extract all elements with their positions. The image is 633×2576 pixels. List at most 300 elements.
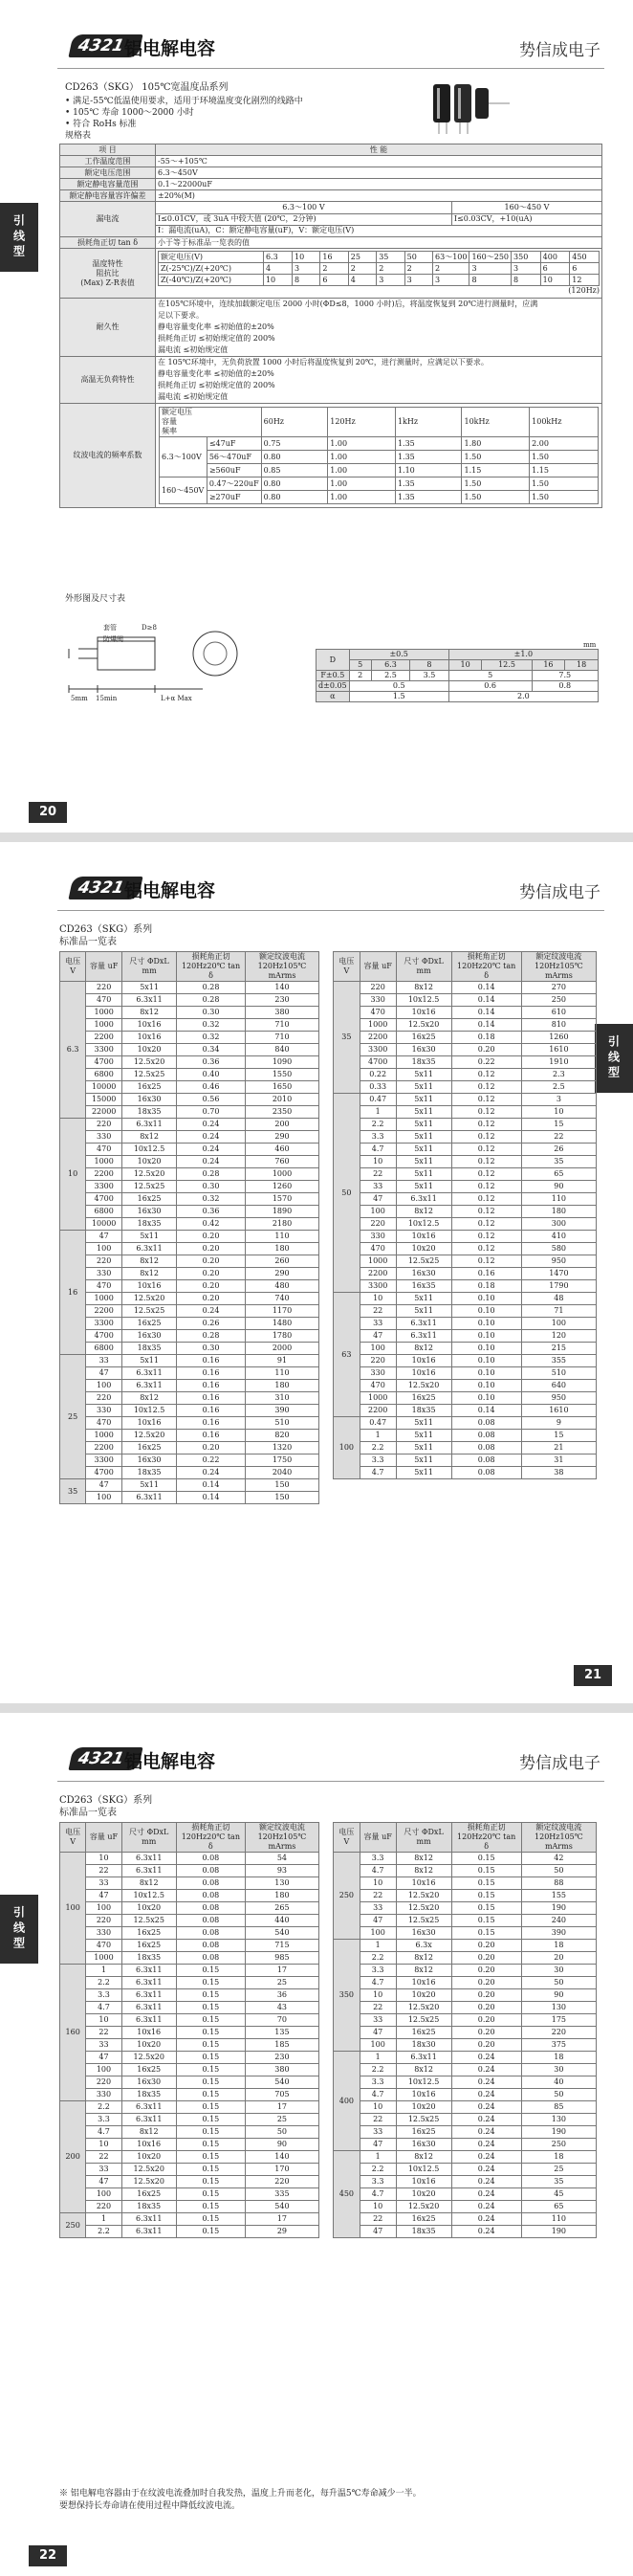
ripple-value: 1.50: [530, 451, 599, 464]
list-cell: 0.12: [451, 1094, 521, 1106]
list-head: 损耗角正切 120Hz20℃ tan δ: [451, 1823, 521, 1853]
ripple-value: 1.50: [462, 477, 530, 491]
list-cell: 16x25: [121, 2064, 176, 2076]
list-cell: 16x25: [121, 1927, 176, 1940]
dim-D-value: 8: [410, 660, 449, 671]
dim-unit: mm: [583, 641, 597, 649]
list-cell: 100: [360, 1343, 396, 1355]
list-cell: 16x30: [396, 2139, 451, 2151]
list-cell: 3300: [86, 1455, 122, 1467]
list-cell: 0.32: [177, 1019, 246, 1032]
list-cell: 100: [521, 1318, 596, 1330]
list-cell: 16x25: [122, 1081, 177, 1094]
list-cell: 10x12.5: [122, 1405, 177, 1417]
list-cell: 25: [521, 2164, 596, 2176]
list-cell: 150: [246, 1492, 319, 1504]
list-cell: 0.20: [451, 2039, 521, 2052]
list-cell: 0.24: [451, 2076, 521, 2089]
list-cell: 35: [521, 1156, 596, 1168]
list-cell: 0.12: [451, 1106, 521, 1119]
list-cell: 140: [245, 2151, 318, 2164]
list-cell: 0.15: [176, 2201, 245, 2213]
list-cell: 6.3x11: [121, 2014, 176, 2027]
list-cell: 33: [86, 2164, 121, 2176]
list-cell: 1000: [360, 1019, 396, 1032]
list-cell: 6.3x11: [121, 2114, 176, 2126]
list-cell: 6.3x11: [121, 1865, 176, 1877]
ripple-value: 1.50: [530, 477, 599, 491]
list-cell: 470: [86, 994, 122, 1007]
list-cell: 47: [360, 1330, 396, 1343]
list-cell: 0.15: [451, 1927, 521, 1940]
list-cell: 42: [521, 1853, 596, 1865]
list-cell: 16x30: [121, 2076, 176, 2089]
life-text: [156, 299, 602, 357]
list-cell: 220: [86, 982, 122, 994]
list-cell: 33: [360, 2014, 396, 2027]
company-name: 势信成电子: [519, 1754, 600, 1773]
list-cell: 12.5x20: [396, 1019, 451, 1032]
list-cell: 6.3x11: [121, 1977, 176, 1989]
list-cell: 6.3x11: [121, 2226, 176, 2238]
brand-logo: 4321: [68, 1747, 142, 1770]
leak-formula: I≤0.01CV，或 3uA 中较大值 (20℃，2分钟): [156, 213, 451, 225]
list-cell: 110: [521, 2213, 596, 2226]
page-21: [0, 842, 633, 1703]
list-cell: 91: [246, 1355, 319, 1367]
list-subtitle: 标准品一览表: [59, 1808, 117, 1818]
list-cell: 5x11: [122, 1479, 177, 1492]
list-cell: 47: [86, 1231, 122, 1243]
list-cell: 130: [521, 2114, 596, 2126]
list-cell: 220: [86, 1392, 122, 1405]
dim-alpha-value: 2.0: [448, 692, 598, 702]
list-cell: 6.3x11: [122, 1243, 177, 1255]
list-cell: 2.2: [86, 2101, 121, 2114]
ripple-value: 1.15: [462, 464, 530, 477]
list-cell: 12.5x20: [396, 1902, 451, 1915]
list-cell: 16x25: [122, 1193, 177, 1206]
list-cell: 100: [360, 1927, 396, 1940]
spec-value: ±20%(M): [156, 190, 602, 202]
list-cell: 715: [245, 1940, 318, 1952]
temp-key-line: 阻抗比: [96, 268, 120, 278]
list-cell: 0.16: [177, 1430, 246, 1442]
ripple-value: 1.35: [395, 451, 462, 464]
dim-D-value: 16: [532, 660, 565, 671]
dim-F-value: 2: [349, 671, 371, 681]
list-cell: 380: [245, 2064, 318, 2076]
temp-cell-value: 6: [540, 263, 570, 275]
list-cell: 5x11: [396, 1144, 451, 1156]
list-cell: 8x12: [122, 1007, 177, 1019]
list-cell: 3.3: [360, 1131, 396, 1144]
temp-key-line: (Max) Z-R表值: [80, 278, 135, 287]
list-cell: 65: [521, 1168, 596, 1181]
list-cell: 16x25: [122, 1318, 177, 1330]
list-cell: 470: [360, 1007, 396, 1019]
ripple-value: 1.35: [395, 437, 462, 451]
list-cell: 180: [246, 1243, 319, 1255]
list-cell: 0.24: [177, 1305, 246, 1318]
list-cell: 1000: [360, 1392, 396, 1405]
list-cell: 8x12: [396, 1965, 451, 1977]
list-cell: 0.20: [451, 2002, 521, 2014]
list-cell: 10x20: [396, 1989, 451, 2002]
temp-cell-value: 2: [320, 263, 348, 275]
list-cell: 10x20: [121, 1902, 176, 1915]
list-cell: 8x12: [122, 1392, 177, 1405]
list-cell: 2200: [86, 1168, 122, 1181]
list-cell: 5x11: [396, 1069, 451, 1081]
list-cell: 1000: [86, 1952, 121, 1965]
list-cell: 0.24: [177, 1131, 246, 1144]
dim-D-value: 5: [349, 660, 371, 671]
list-cell: 0.10: [451, 1330, 521, 1343]
list-cell: 0.14: [451, 1405, 521, 1417]
list-cell: 6.3x11: [396, 1330, 451, 1343]
list-cell: 2040: [246, 1467, 319, 1479]
list-cell: 220: [245, 2176, 318, 2188]
list-title: CD263（SKG）系列: [59, 924, 153, 935]
list-cell: 0.15: [176, 2226, 245, 2238]
list-cell: 18: [521, 2052, 596, 2064]
temp-cell-value: 3: [292, 263, 319, 275]
list-cell: 33: [360, 1902, 396, 1915]
list-cell: 0.33: [360, 1081, 396, 1094]
list-cell: 2200: [360, 1405, 396, 1417]
temp-note: (120Hz): [568, 286, 600, 295]
life-line: 损耗角正切 ≤初始规定值的 200%: [158, 334, 275, 343]
list-cell: 2.2: [86, 1977, 121, 1989]
voltage-group: 63: [334, 1293, 360, 1417]
list-cell: 22: [521, 1131, 596, 1144]
list-cell: 3.3: [360, 1965, 396, 1977]
list-cell: 0.20: [451, 1952, 521, 1965]
list-cell: 5x11: [396, 1168, 451, 1181]
list-cell: 10x16: [396, 1231, 451, 1243]
list-cell: 0.24: [451, 2164, 521, 2176]
list-cell: 6.3x11: [396, 1318, 451, 1330]
life-line: 静电容量变化率 ≤初始值的±20%: [158, 322, 274, 331]
temp-cell-value: Z(-40℃)/Z(+20℃): [159, 275, 264, 286]
list-cell: 1: [86, 2213, 121, 2226]
list-head: 容量 uF: [86, 952, 122, 982]
leak-voltage: 6.3～100 V: [156, 202, 451, 213]
list-cell: 3.3: [360, 2176, 396, 2188]
dim-D-value: 10: [448, 660, 482, 671]
list-cell: 5x11: [396, 1293, 451, 1305]
list-cell: 2200: [360, 1268, 396, 1280]
list-cell: 110: [246, 1231, 319, 1243]
temp-cell-value: 450: [570, 252, 600, 263]
list-cell: 6.3x11: [121, 1989, 176, 2002]
list-head: 额定纹波电流 120Hz105℃ mArms: [245, 1823, 318, 1853]
list-cell: 0.34: [177, 1044, 246, 1056]
list-cell: 260: [246, 1255, 319, 1268]
list-cell: 0.08: [176, 1952, 245, 1965]
list-cell: 0.15: [451, 1890, 521, 1902]
list-cell: 12.5x25: [122, 1069, 177, 1081]
list-cell: 12.5x25: [396, 2014, 451, 2027]
ripple-value: 1.35: [395, 477, 462, 491]
temp-cell-value: 160～250: [469, 252, 512, 263]
list-cell: 375: [521, 2039, 596, 2052]
list-cell: 0.08: [176, 1902, 245, 1915]
temp-cell-value: 2: [404, 263, 432, 275]
list-cell: 16x25: [122, 1442, 177, 1455]
voltage-group: 100: [334, 1417, 360, 1479]
list-cell: 1: [86, 1965, 121, 1977]
temp-cell-value: 350: [512, 252, 541, 263]
list-cell: 0.15: [176, 1965, 245, 1977]
brand-logo: 4321: [68, 877, 142, 899]
list-cell: 8x12: [396, 2151, 451, 2164]
list-cell: 220: [360, 1355, 396, 1367]
temp-cell-value: 10: [263, 275, 292, 286]
list-cell: 18x35: [121, 1952, 176, 1965]
list-cell: 220: [86, 2201, 121, 2213]
list-cell: 6.3x11: [121, 1965, 176, 1977]
list-cell: 0.15: [451, 1865, 521, 1877]
list-cell: 16x30: [122, 1455, 177, 1467]
temp-cell-value: 63～100: [433, 252, 469, 263]
list-cell: 0.24: [451, 2139, 521, 2151]
list-cell: 460: [246, 1144, 319, 1156]
list-cell: 40: [521, 2076, 596, 2089]
ripple-value: 2.00: [530, 437, 599, 451]
list-cell: 29: [245, 2226, 318, 2238]
list-cell: 0.10: [451, 1355, 521, 1367]
list-cell: 0.20: [177, 1243, 246, 1255]
list-cell: 16x25: [396, 1392, 451, 1405]
spec-table: [59, 144, 602, 508]
list-cell: 1: [360, 1106, 396, 1119]
list-cell: 4.7: [360, 1144, 396, 1156]
list-cell: 0.28: [177, 982, 246, 994]
list-cell: 0.28: [177, 1330, 246, 1343]
list-cell: 22: [360, 1168, 396, 1181]
list-cell: 4.7: [86, 2002, 121, 2014]
list-cell: 1: [360, 1940, 396, 1952]
list-cell: 15: [521, 1119, 596, 1131]
list-cell: 710: [246, 1032, 319, 1044]
list-cell: 390: [246, 1405, 319, 1417]
list-cell: 0.36: [177, 1206, 246, 1218]
list-cell: 12.5x20: [121, 2052, 176, 2064]
list-cell: 985: [245, 1952, 318, 1965]
list-cell: 10x16: [122, 1417, 177, 1430]
left-spec-list: [59, 951, 319, 1504]
list-cell: 4700: [86, 1330, 122, 1343]
list-cell: 0.12: [451, 1255, 521, 1268]
list-cell: 640: [521, 1380, 596, 1392]
list-cell: 22: [360, 2002, 396, 2014]
list-cell: 100: [86, 1492, 122, 1504]
list-cell: 50: [521, 2089, 596, 2101]
list-cell: 0.15: [176, 2176, 245, 2188]
list-cell: 100: [86, 1243, 122, 1255]
list-cell: 0.30: [177, 1181, 246, 1193]
ripple-head: 60Hz: [261, 408, 328, 437]
list-cell: 155: [521, 1890, 596, 1902]
list-cell: 10: [360, 2201, 396, 2213]
ripple-voltage: 6.3～100V: [160, 437, 207, 477]
temp-cell-value: 2: [377, 263, 404, 275]
left-spec-list: [59, 1822, 319, 2238]
list-cell: 12.5x25: [396, 1255, 451, 1268]
list-cell: 0.12: [451, 1193, 521, 1206]
list-head: 容量 uF: [86, 1823, 121, 1853]
list-cell: 180: [245, 1890, 318, 1902]
list-cell: 22: [86, 2151, 121, 2164]
list-cell: 50: [521, 1865, 596, 1877]
list-cell: 0.08: [451, 1442, 521, 1455]
temp-cell-value: 16: [320, 252, 348, 263]
list-cell: 3300: [360, 1044, 396, 1056]
list-cell: 10: [86, 2014, 121, 2027]
list-cell: 0.26: [177, 1318, 246, 1330]
list-cell: 330: [86, 1268, 122, 1280]
list-cell: 0.24: [451, 2226, 521, 2238]
note-line: 要想保持长寿命请在使用过程中降低纹波电流。: [59, 2501, 241, 2511]
ripple-value: 1.50: [462, 451, 530, 464]
brand-name: 铝电解电容: [124, 880, 216, 901]
list-cell: 16x30: [396, 1927, 451, 1940]
dim-D-head: D: [316, 650, 350, 671]
list-cell: 18x35: [122, 1467, 177, 1479]
list-cell: 0.16: [177, 1417, 246, 1430]
list-cell: 0.18: [451, 1280, 521, 1293]
list-cell: 355: [521, 1355, 596, 1367]
list-cell: 510: [521, 1367, 596, 1380]
list-cell: 12.5x25: [122, 1305, 177, 1318]
list-cell: 30: [521, 1965, 596, 1977]
list-cell: 0.15: [176, 1989, 245, 2002]
list-cell: 0.24: [451, 2126, 521, 2139]
list-cell: 0.15: [176, 2114, 245, 2126]
series-title: CD263（SKG） 105℃宽温度品系列: [65, 82, 229, 93]
list-cell: 0.10: [451, 1367, 521, 1380]
ripple-head: 1kHz: [395, 408, 462, 437]
dim-D-value: 6.3: [371, 660, 410, 671]
temp-cell-value: 3: [512, 263, 541, 275]
list-cell: 3.3: [360, 2076, 396, 2089]
temp-cell-value: 8: [512, 275, 541, 286]
list-cell: 0.30: [177, 1007, 246, 1019]
temp-cell-value: 3: [433, 275, 469, 286]
list-cell: 17: [245, 2101, 318, 2114]
feature-line: • 105℃ 寿命 1000～2000 小时: [65, 108, 194, 118]
list-cell: 8x12: [122, 1131, 177, 1144]
list-cell: 0.24: [451, 2052, 521, 2064]
list-cell: 16x25: [396, 1032, 451, 1044]
ripple-value: 1.00: [328, 451, 396, 464]
voltage-group: 400: [334, 2052, 360, 2151]
list-cell: 135: [245, 2027, 318, 2039]
list-cell: 16x25: [396, 2213, 451, 2226]
list-cell: 185: [245, 2039, 318, 2052]
ripple-value: 0.75: [261, 437, 328, 451]
list-cell: 1260: [246, 1181, 319, 1193]
list-cell: 5x11: [396, 1417, 451, 1430]
list-cell: 0.24: [451, 2188, 521, 2201]
list-head: 容量 uF: [360, 1823, 396, 1853]
dim-d-value: 0.5: [349, 681, 448, 692]
ripple-value: ≥270uF: [207, 491, 261, 504]
list-cell: 22: [360, 2213, 396, 2226]
ripple-head-label: 额定电压: [162, 408, 192, 416]
list-head: 额定纹波电流 120Hz105℃ mArms: [246, 952, 319, 982]
list-cell: 0.12: [451, 1218, 521, 1231]
list-cell: 335: [245, 2188, 318, 2201]
list-head: 额定纹波电流 120Hz105℃ mArms: [521, 1823, 596, 1853]
list-cell: 6.3x11: [122, 994, 177, 1007]
list-cell: 1790: [521, 1280, 596, 1293]
list-cell: 15: [521, 1430, 596, 1442]
dim-D-value: 18: [565, 660, 599, 671]
list-cell: 36: [245, 1989, 318, 2002]
list-cell: 0.20: [177, 1231, 246, 1243]
list-head: 容量 uF: [360, 952, 396, 982]
ripple-voltage: 160～450V: [160, 477, 207, 504]
list-cell: 0.20: [177, 1442, 246, 1455]
list-cell: 250: [521, 2139, 596, 2151]
list-cell: 0.15: [176, 2089, 245, 2101]
list-cell: 0.46: [177, 1081, 246, 1094]
list-cell: 12.5x20: [122, 1168, 177, 1181]
list-cell: 5x11: [122, 982, 177, 994]
dim-l1-label: 5mm: [71, 695, 88, 702]
list-cell: 2.3: [521, 1069, 596, 1081]
list-cell: 0.15: [176, 2002, 245, 2014]
list-cell: 6.3x11: [121, 1853, 176, 1865]
list-cell: 0.20: [451, 1977, 521, 1989]
list-cell: 0.15: [176, 2052, 245, 2064]
list-cell: 12.5x25: [396, 1915, 451, 1927]
list-cell: 10x16: [122, 1280, 177, 1293]
leak-voltage: 160～450 V: [451, 202, 601, 213]
list-cell: 540: [245, 1927, 318, 1940]
ripple-value: 1.00: [328, 464, 396, 477]
list-head: 损耗角正切 120Hz20℃ tan δ: [176, 1823, 245, 1853]
dim-d-label: D≥8: [142, 624, 157, 632]
list-cell: 0.12: [451, 1206, 521, 1218]
page-header: [57, 871, 604, 911]
list-cell: 10x12.5: [396, 2164, 451, 2176]
list-cell: 5x11: [396, 1131, 451, 1144]
list-cell: 1650: [246, 1081, 319, 1094]
life-line: 漏电流 ≤初始规定值: [158, 345, 229, 354]
list-cell: 10x20: [121, 2151, 176, 2164]
list-head: 损耗角正切 120Hz20℃ tan δ: [177, 952, 246, 982]
voltage-group: 10: [60, 1119, 86, 1231]
list-cell: 10x16: [122, 1032, 177, 1044]
life-line: 在105℃环境中，连续加载额定电压 2000 小时(ΦD≤8，1000 小时)后，将温度恢复到 20℃进行测量时，应满: [158, 300, 538, 308]
list-cell: 130: [521, 2002, 596, 2014]
spec-key: 工作温度范围: [60, 156, 156, 167]
list-cell: 4700: [86, 1056, 122, 1069]
list-cell: 17: [245, 2213, 318, 2226]
list-cell: 0.47: [360, 1094, 396, 1106]
list-cell: 180: [521, 1206, 596, 1218]
list-cell: 330: [360, 1231, 396, 1243]
list-cell: 16x30: [122, 1206, 177, 1218]
list-cell: 35: [521, 2176, 596, 2188]
list-cell: 0.40: [177, 1069, 246, 1081]
dim-tol: ±1.0: [448, 650, 598, 660]
spec-key: [60, 249, 156, 299]
